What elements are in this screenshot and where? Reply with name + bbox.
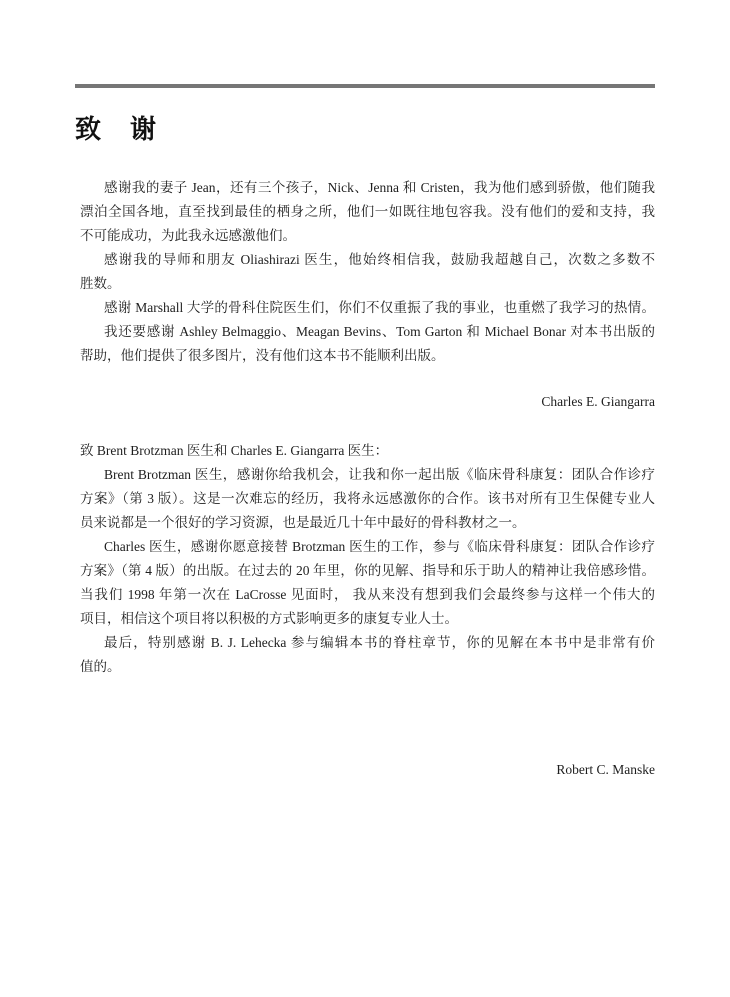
paragraph-line: 胜数。	[80, 276, 121, 291]
paragraph	[80, 535, 655, 631]
paragraph-line: 感谢我的导师和朋友 Oliashirazi 医生，他始终相信我，鼓励我超越自己，次数之多数不	[104, 252, 655, 267]
paragraph	[80, 248, 655, 296]
header-rule	[75, 84, 655, 88]
paragraph-line: 不可能成功，为此我永远感激他们。	[80, 228, 296, 243]
acknowledgment-section-2	[80, 439, 655, 679]
paragraph-line: 漂泊全国各地，直至找到最佳的栖身之所，他们一如既往地包容我。没有他们的爱和支持，我	[80, 204, 655, 219]
paragraph-line: Brent Brotzman 医生，感谢你给我机会，让我和你一起出版《临床骨科康复：团队合作诊疗	[104, 467, 655, 482]
paragraph-line: 最后，特别感谢 B. J. Lehecka 参与编辑本书的脊柱章节，你的见解在本书中是非常有价	[104, 635, 655, 650]
paragraph	[80, 296, 655, 320]
acknowledgment-section-1	[80, 176, 655, 368]
paragraph-line: Charles 医生，感谢你愿意接替 Brotzman 医生的工作，参与《临床骨科康复：团队合作诊疗	[104, 539, 655, 554]
page-title: 致 谢	[75, 115, 157, 145]
paragraph-line: 帮助，他们提供了很多图片，没有他们这本书不能顺利出版。	[80, 348, 445, 363]
paragraph-line: 感谢我的妻子 Jean，还有三个孩子，Nick、Jenna 和 Cristen，我为他们感到骄傲，他们随我	[104, 180, 655, 195]
paragraph	[80, 320, 655, 368]
paragraph-line: 项目，相信这个项目将以积极的方式影响更多的康复专业人士。	[80, 611, 458, 626]
signature: Charles E. Giangarra	[541, 394, 655, 409]
paragraph-line: 值的。	[80, 659, 121, 674]
paragraph-line: 感谢 Marshall 大学的骨科住院医生们，你们不仅重振了我的事业，也重燃了我学习的热情。	[104, 300, 655, 315]
paragraph-line: 方案》（第 3 版）。这是一次难忘的经历，我将永远感激你的合作。该书对所有卫生保健专业人	[80, 491, 655, 506]
salutation: 致 Brent Brotzman 医生和 Charles E. Giangarra 医生：	[80, 443, 389, 458]
paragraph	[80, 631, 655, 679]
paragraph-line: 我还要感谢 Ashley Belmaggio、Meagan Bevins、Tom Garton 和 Michael Bonar 对本书出版的	[104, 324, 655, 339]
paragraph	[80, 463, 655, 535]
paragraph-line: 方案》（第 4 版）的出版。在过去的 20 年里，你的见解、指导和乐于助人的精神让我倍感珍惜。	[80, 563, 655, 578]
paragraph	[80, 176, 655, 248]
paragraph-line: 员来说都是一个很好的学习资源，也是最近几十年中最好的骨科教材之一。	[80, 515, 526, 530]
signature: Robert C. Manske	[556, 762, 655, 777]
paragraph-line: 当我们 1998 年第一次在 LaCrosse 见面时， 我从来没有想到我们会最终参与这样一个伟大的	[80, 587, 655, 602]
